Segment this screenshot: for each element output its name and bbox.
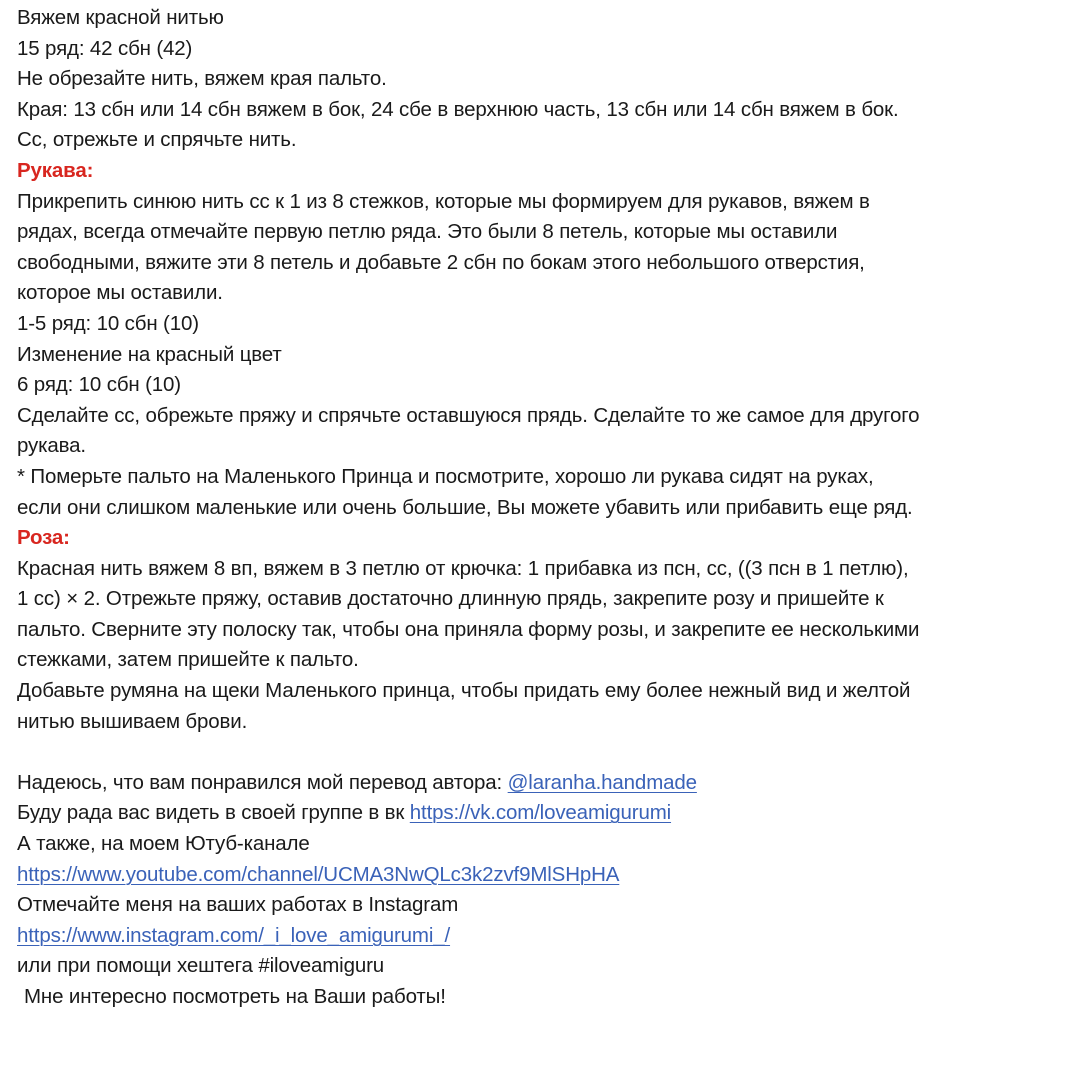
- instagram-link-line: [17, 921, 1068, 952]
- text-line: Края: 13 сбн или 14 сбн вяжем в бок, 24 сбе в верхнюю часть, 13 сбн или 14 сбн вяжем в бок.: [17, 97, 899, 121]
- section-spacer: [17, 737, 1068, 768]
- text-line: свободными, вяжите эти 8 петель и добавьте 2 сбн по бокам этого небольшого отверстия,: [17, 250, 865, 274]
- youtube-link[interactable]: https://www.youtube.com/channel/UCMA3NwQLc3k2zvf9MlSHpHA: [17, 862, 620, 886]
- youtube-text: А также, на моем Ютуб-канале: [17, 832, 310, 856]
- text-line: если они слишком маленькие или очень большие, Вы можете убавить или прибавить еще ряд.: [17, 495, 913, 519]
- instagram-text: Отмечайте меня на ваших работах в Instagram: [17, 893, 459, 917]
- rose-section: [17, 523, 1068, 737]
- text-line: Добавьте румяна на щеки Маленького принца, чтобы придать ему более нежный вид и желтой: [17, 679, 911, 703]
- text-line: рядах, всегда отмечайте первую петлю ряда. Это были 8 петель, которые мы оставили: [17, 220, 838, 244]
- text-line: Сделайте сс, обрежьте пряжу и спрячьте оставшуюся прядь. Сделайте то же самое для другого: [17, 403, 920, 427]
- vk-link[interactable]: https://vk.com/loveamigurumi: [409, 801, 672, 825]
- closing-text: Мне интересно посмотреть на Ваши работы!: [24, 985, 446, 1008]
- sleeves-heading: Рукава:: [17, 158, 94, 182]
- text-line: * Померьте пальто на Маленького Принца и посмотрите, хорошо ли рукава сидят на руках,: [17, 464, 874, 488]
- text-line: нитью вышиваем брови.: [17, 709, 248, 733]
- sleeves-section: [17, 156, 1068, 523]
- header-section: [17, 3, 1068, 156]
- vk-text: Буду рада вас видеть в своей группе в вк: [17, 801, 410, 825]
- text-line: пальто. Сверните эту полоску так, чтобы она приняла форму розы, и закрепите ее несколькими: [17, 617, 920, 641]
- text-line: стежками, затем пришейте к пальто.: [17, 648, 359, 672]
- text-line: рукава.: [17, 434, 86, 458]
- text-line: Вяжем красной нитью: [17, 6, 224, 29]
- text-line: Изменение на красный цвет: [17, 342, 282, 366]
- vk-group-line: [17, 798, 1068, 829]
- translation-credit-line: [17, 768, 1068, 799]
- text-line: которое мы оставили.: [17, 281, 223, 305]
- author-link[interactable]: @laranha.handmade: [507, 770, 697, 794]
- youtube-link-line: [17, 860, 1068, 891]
- hashtag-text: или при помощи хештега #iloveamiguru: [17, 954, 384, 978]
- text-line: 1-5 ряд: 10 сбн (10): [17, 311, 199, 335]
- text-line: 6 ряд: 10 сбн (10): [17, 373, 181, 397]
- rose-heading: Роза:: [17, 526, 70, 550]
- instagram-link[interactable]: https://www.instagram.com/_i_love_amigurumi_/: [17, 923, 451, 947]
- text-line: Не обрезайте нить, вяжем края пальто.: [17, 67, 387, 91]
- text-line: 1 сс) × 2. Отрежьте пряжу, оставив достаточно длинную прядь, закрепите розу и пришейте к: [17, 587, 884, 611]
- translation-text: Надеюсь, что вам понравился мой перевод автора:: [17, 770, 508, 794]
- text-line: Прикрепить синюю нить сс к 1 из 8 стежков, которые мы формируем для рукавов, вяжем в: [17, 189, 870, 213]
- text-line: 15 ряд: 42 сбн (42): [17, 36, 193, 60]
- text-line: Сс, отрежьте и спрячьте нить.: [17, 128, 297, 152]
- footer-section: [17, 768, 1068, 1013]
- text-line: Красная нить вяжем 8 вп, вяжем в 3 петлю от крючка: 1 прибавка из псн, сс, ((3 псн в 1 петлю),: [17, 556, 909, 580]
